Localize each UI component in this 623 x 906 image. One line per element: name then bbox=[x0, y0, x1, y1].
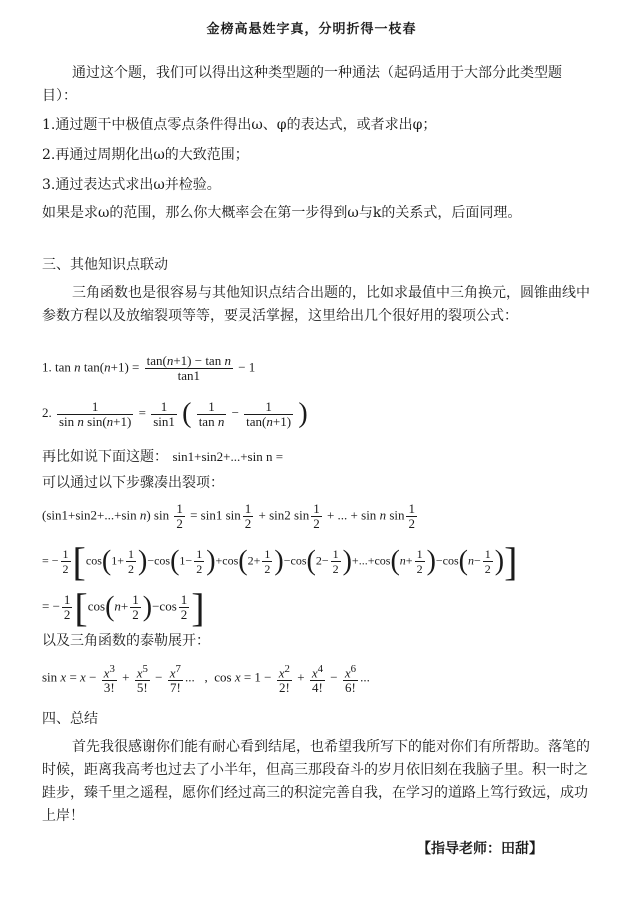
derivation-line-2: = − $\frac{1}{2}$ [cos(1+ $\frac{1}{2}$ )−cos(1− $\frac{1}{2}$ )+cos(2+ $\frac{1}{2}$ )−cos(2− $\frac{1}{2}$ )+...+cos(n+ $\frac{1}{2}$ )−cos(n− $\frac{1}{2}$ )] bbox=[42, 539, 518, 584]
taylor-formulas: sin x = x − $\frac{x^3}{3!}$ + $\frac{x^5}{5!}$ − $\frac{x^7}{7!}$ ... , cos x = 1 − $\frac{x^2}{2!}$ + $\frac{x^4}{4!}$ − $\frac{x^6}{6!}$ ... bbox=[42, 663, 370, 696]
step-1: 1.通过题干中极值点零点条件得出ω、φ的表达式，或者求出φ； bbox=[42, 117, 437, 133]
page-header: 金榜高悬姓字真，分明折得一枝春 bbox=[206, 22, 417, 37]
section4-title: 四、总结 bbox=[42, 711, 98, 727]
teacher-credit: 【指导老师：田甜】 bbox=[417, 841, 543, 857]
example-intro: 再比如说下面这题： bbox=[42, 449, 168, 465]
section3-title: 三、其他知识点联动 bbox=[42, 257, 168, 273]
note-paragraph: 如果是求ω的范围，那么你大概率会在第一步得到ω与k的关系式，后面同理。 bbox=[42, 205, 522, 221]
example-line bbox=[42, 446, 283, 466]
step-3: 3.通过表达式求出ω并检验。 bbox=[42, 177, 221, 193]
summary-paragraph: 首先我很感谢你们能有耐心看到结尾，也希望我所写下的能对你们有所帮助。落笔的时候，距离我高考也过去了小半年，但高三那段奋斗的岁月依旧刻在我脑子里。积一时之跬步，臻千里之遥程，愿你们经过高三的积淀完善自我，在学习的道路上笃行致远，成功上岸！ bbox=[42, 739, 590, 824]
taylor-intro: 以及三角函数的泰勒展开： bbox=[42, 633, 210, 649]
split-intro: 可以通过以下步骤凑出裂项： bbox=[42, 475, 224, 491]
intro-paragraph: 通过这个题，我们可以得出这种类型题的一种通法（起码适用于大部分此类型题目）： bbox=[42, 65, 562, 104]
formula-2-label: 2. bbox=[42, 404, 52, 420]
derivation-line-1: (sin1+sin2+...+sin n) sin $\frac{1}{2}$ = sin1 sin $\frac{1}{2}$ + sin2 sin $\frac{1}{2}$ + ... + sin n sin $\frac{1}{2}$ bbox=[42, 501, 415, 531]
example-expression: sin1+sin2+...+sin n = bbox=[172, 449, 284, 464]
section3-paragraph: 三角函数也是很容易与其他知识点结合出题的，比如求最值中三角换元，圆锥曲线中参数方程以及放缩裂项等等，要灵活掌握，这里给出几个很好用的裂项公式： bbox=[42, 285, 590, 324]
derivation-line-3: = − $\frac{1}{2}$ [cos(n+ $\frac{1}{2}$ )−cos $\frac{1}{2}$ ] bbox=[42, 585, 205, 630]
formula-1-label: 1. bbox=[42, 359, 52, 375]
formula-2: 2. $\frac{1}{\text{sin n sin(n+1)}}$ = $\frac{1}{\sin 1}$ ( $\frac{1}{\text{tan n}}$ − $\frac{1}{\tan(n+1)}$ ) bbox=[42, 398, 308, 429]
step-2: 2.再通过周期化出ω的大致范围； bbox=[42, 147, 249, 163]
formula-1: 1. tan n tan(n+1) = $\frac{\text{tan(n+1) − tan n}}{\tan 1}$ − 1 bbox=[42, 353, 256, 383]
